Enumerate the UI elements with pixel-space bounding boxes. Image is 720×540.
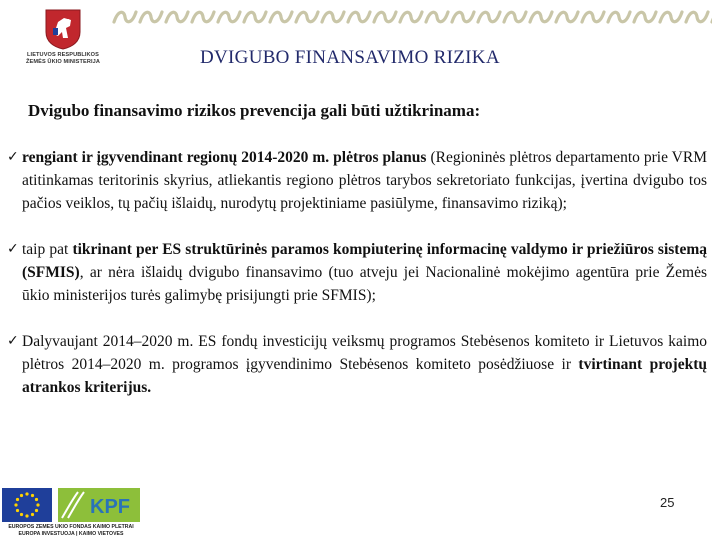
bullet-1-text: (Regioninės plėtros departamento prie VRM atitinkamas teritorinis skyrius, atliekantis regiono plėtros tarybos sekretoriato funkcijas, įvertina dvigubo tos pačios veiklos, tų pačių išlaidų, nurodytų projektiniame pasiūlyme, finansavimo riziką); (22, 149, 707, 212)
bullet-item-1 (7, 146, 707, 215)
ministry-logo (18, 8, 108, 72)
checkmark-icon: ✓ (7, 241, 19, 257)
bullet-item-2 (7, 238, 707, 307)
bullet-3-text: Dalyvaujant 2014–2020 m. ES fondų investicijų veiksmų programos Stebėsenos komiteto ir Lietuvos kaimo plėtros 2014–2020 m. programos įgyvendinimo Stebėsenos komiteto posėdžiuose ir (22, 333, 707, 373)
page-title: DVIGUBO FINANSAVIMO RIZIKA (200, 47, 500, 68)
footer-logos (0, 486, 142, 540)
ministry-name (18, 52, 108, 66)
bullet-2-text: , ar nėra išlaidų dvigubo finansavimo (tuo atveju jei Nacionalinė mokėjimo agentūra prie Žemės ūkio ministerijos turės galimybę prisijungti prie SFMIS); (22, 264, 707, 304)
bullet-2-pre: taip pat (22, 241, 73, 258)
ministry-name-line2: ŽEMĖS ŪKIO MINISTERIJA (26, 59, 100, 65)
bullet-item-3 (7, 330, 707, 399)
page-number: 25 (660, 495, 675, 510)
eu-caption-line2: EUROPA INVESTUOJA Į KAIMO VIETOVES (18, 531, 124, 537)
bullet-1-bold: rengiant ir įgyvendinant regionų 2014-2020 m. plėtros planus (22, 149, 427, 166)
bullet-2-bold: tikrinant per ES struktūrinės paramos kompiuterinę informacinę valdymo ir priežiūros sistemą (SFMIS) (22, 241, 707, 281)
bullet-3-bold: tvirtinant projektų atrankos kriterijus. (22, 356, 707, 396)
checkmark-icon: ✓ (7, 149, 19, 165)
kpf-logo (58, 488, 140, 522)
eu-flag-icon (2, 488, 52, 522)
decorative-band (112, 6, 712, 28)
checkmark-icon: ✓ (7, 333, 19, 349)
kpf-text: KPF (90, 496, 130, 518)
bullet-list (7, 146, 707, 399)
ministry-name-line1: LIETUVOS RESPUBLIKOS (27, 52, 99, 58)
intro-text: Dvigubo finansavimo rizikos prevencija gali būti užtikrinama: (28, 101, 481, 120)
eu-caption-line1: EUROPOS ŽEMĖS ŪKIO FONDAS KAIMO PLĖTRAI (8, 524, 134, 530)
eu-caption (0, 524, 142, 538)
coat-of-arms-icon (44, 8, 82, 50)
